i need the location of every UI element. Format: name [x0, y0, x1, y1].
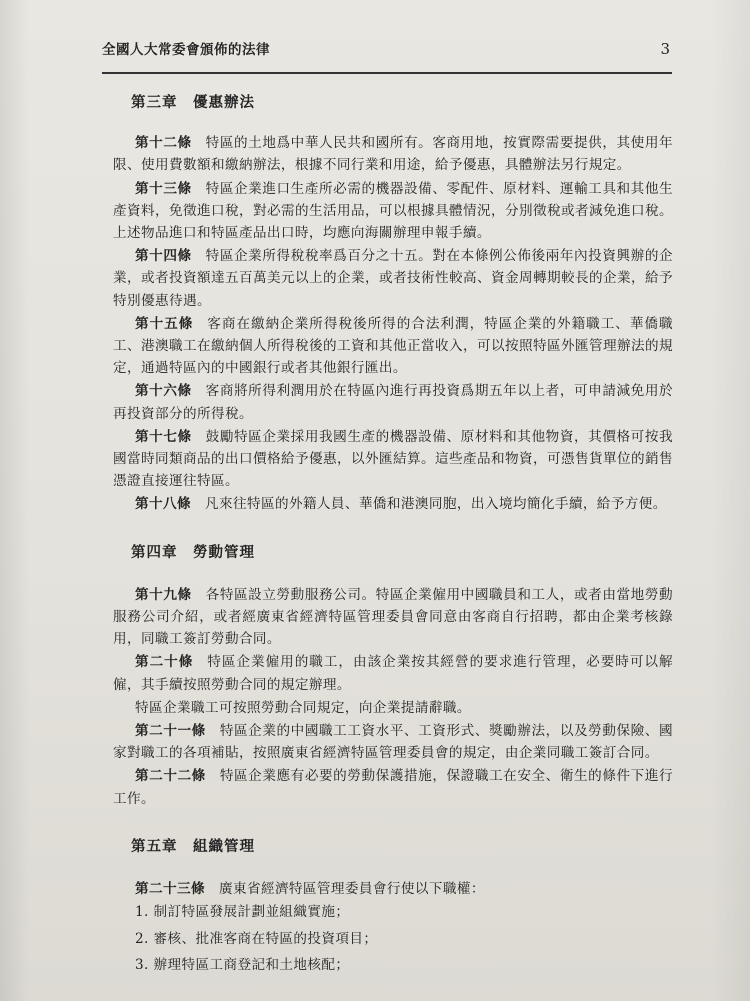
- article-text: 客商將所得利潤用於在特區內進行再投資爲期五年以上者，可申請減免用於再投資部分的所得稅。: [113, 383, 673, 422]
- list-item: 1. 制訂特區發展計劃並組織實施；: [135, 904, 350, 921]
- article-number: 第十三條: [135, 180, 192, 197]
- article-number: 第二十一條: [135, 723, 206, 740]
- article-text: 特區企業所得稅稅率爲百分之十五。對在本條例公佈後兩年內投資興辦的企業，或者投資額達五百萬美元以上的企業，或者技術性較高、資金周轉期較長的企業，給予特別優惠待遇。: [113, 248, 673, 309]
- article-number: 第十八條: [135, 496, 191, 513]
- chapter-title: 第五章 組織管理: [131, 837, 255, 855]
- article-text: 廣東省經濟特區管理委員會行使以下職權：: [218, 881, 485, 898]
- article-text: 客商在繳納企業所得稅後所得的合法利潤，特區企業的外籍職工、華僑職工、港澳職工在繳納個人所得稅後的工資和其他正當收入，可以按照特區外匯管理辦法的規定，通過特區內的中國銀行或者其他銀行匯出。: [113, 315, 673, 377]
- article-text: 各特區設立勞動服務公司。特區企業僱用中國職員和工人，或者由當地勞動服務公司介紹，或者經廣東省經濟特區管理委員會同意由客商自行招聘，都由企業考核錄用，同職工簽訂勞動合同。: [113, 586, 673, 648]
- article: [113, 878, 673, 900]
- list-item: 2. 審核、批准客商在特區的投資項目；: [135, 930, 378, 947]
- article-text: 特區企業應有必要的勞動保護措施，保證職工在安全、衛生的條件下進行工作。: [113, 768, 673, 807]
- article-number: 第十二條: [135, 135, 192, 152]
- article: [113, 245, 673, 312]
- page-body: [113, 92, 673, 980]
- article: [113, 493, 673, 515]
- article: [113, 313, 673, 380]
- article-number: 第十四條: [135, 248, 192, 265]
- running-header: [102, 38, 680, 68]
- article-text: 特區企業進口生產所必需的機器設備、零配件、原材料、運輸工具和其他生產資料，免徵進口稅，對必需的生活用品，可以根據具體情況，分別徵稅或者減免進口稅。上述物品進口和特區產品出口時，均應向海關辦理申報手續。: [113, 180, 673, 242]
- article-number: 第十七條: [135, 428, 192, 445]
- page-shadow-left: [0, 0, 30, 1001]
- header-rule: [102, 72, 672, 74]
- article: [113, 426, 673, 493]
- chapter-title: 第三章 優惠辦法: [131, 94, 255, 111]
- article-number: 第十六條: [135, 383, 192, 400]
- article-text: 鼓勵特區企業採用我國生產的機器設備、原材料和其他物資，其價格可按我國當時同類商品的出口價格給予優惠，以外匯結算。這些產品和物資，可憑售貨單位的銷售憑證直接運往特區。: [113, 428, 673, 490]
- article: [113, 132, 673, 176]
- header-title: 全國人大常委會頒佈的法律: [102, 42, 270, 58]
- article-text: 凡來往特區的外籍人員、華僑和港澳同胞，出入境均簡化手續，給予方便。: [204, 496, 667, 513]
- list-item: 3. 辦理特區工商登記和土地核配；: [135, 956, 350, 973]
- article-text: 特區的土地爲中華人民共和國所有。客商用地，按實際需要提供，其使用年限、使用費數額和繳納辦法，根據不同行業和用途，給予優惠，具體辦法另行規定。: [113, 135, 673, 174]
- article: [113, 178, 673, 245]
- article-number: 第十五條: [135, 315, 194, 332]
- article: [113, 765, 673, 809]
- article-text: 特區企業僱用的職工，由該企業按其經營的要求進行管理，必要時可以解僱，其手續按照勞動合同的規定辦理。: [113, 654, 673, 693]
- article-number: 第二十條: [135, 654, 194, 671]
- article-text: 特區企業的中國職工工資水平、工資形式、獎勵辦法，以及勞動保險、國家對職工的各項補貼，按照廣東省經濟特區管理委員會的規定，由企業同職工簽訂合同。: [113, 723, 673, 762]
- article: [113, 651, 673, 695]
- article: [113, 584, 673, 651]
- chapter-title: 第四章 勞動管理: [131, 543, 255, 561]
- article: [113, 380, 673, 424]
- article: [113, 720, 673, 764]
- article-number: 第二十二條: [135, 768, 206, 785]
- article-number: 第十九條: [135, 586, 192, 603]
- article-number: 第二十三條: [135, 881, 205, 898]
- page-shadow-right: [710, 0, 750, 1001]
- article-paragraph: 特區企業職工可按照勞動合同規定，向企業提請辭職。: [135, 699, 471, 716]
- page-number: 3: [660, 40, 670, 58]
